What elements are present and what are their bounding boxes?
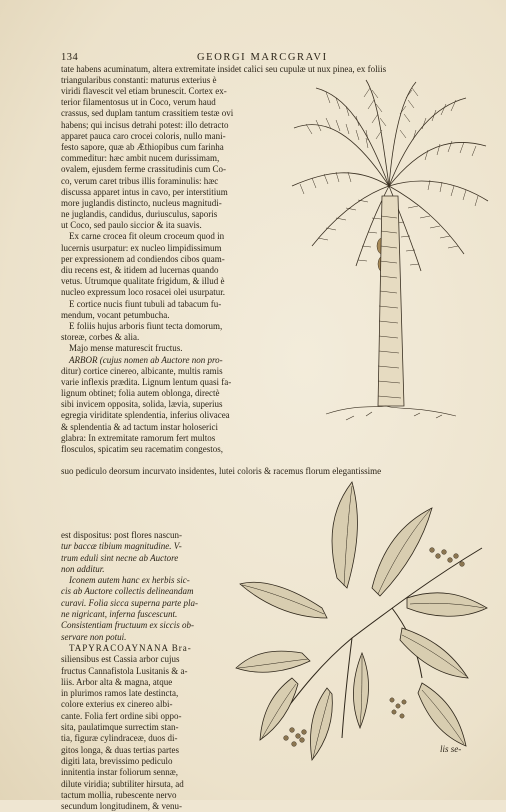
text-line: tia, figuræ cylindraceæ, duos di-: [61, 733, 178, 744]
text-line: crassus, sed duplam tantum crassitiem testæ ovi: [61, 108, 234, 119]
text-line: ARBOR (cujus nomen ab Auctore non pro-: [69, 354, 223, 365]
text-line: cante. Folia fert ordine sibi oppo-: [61, 710, 182, 721]
text-line: E foliis hujus arboris fiunt tecta domorum,: [69, 320, 223, 331]
text-line: triangularibus constanti: maturus exterius è: [61, 75, 217, 85]
text-line: lignum obtinet; folia autem oblonga, directè: [61, 388, 220, 399]
text-line: ne nigricant, inferna fuscescunt.: [61, 609, 178, 620]
text-line: E cortice nucis fiunt tubuli ad tabacum fu-: [69, 298, 222, 309]
page-number: 134: [61, 52, 79, 63]
left-column: [61, 86, 287, 455]
text-line: viridi flavescit vel etiam brunescit. Cortex ex-: [61, 86, 227, 96]
text-line: siliensibus est Cassia arbor cujus: [61, 654, 180, 665]
text-line: discussa apparet intus in cavo, per interstitium: [61, 186, 228, 197]
text-line: more juglandis distincto, nucleus magnitudi-: [61, 197, 222, 208]
text-line: co, verum caret tribus illis foraminulis: hæc: [61, 175, 219, 186]
text-line: servare non potui.: [61, 631, 127, 642]
text-line: terior filamentosus ut in Coco, verum haud: [61, 97, 216, 108]
text-line: ut Coco, sed paulo siccior & ita suavis.: [61, 220, 202, 231]
text-line: gitos longa, & duas tertias partes: [61, 744, 179, 755]
text-line: est dispositus: post flores nascun-: [61, 530, 182, 540]
text-line: Consistentiam fructuum ex siccis ob-: [61, 620, 194, 631]
text-line: per expressionem ad condiendos cibos quam-: [61, 253, 225, 264]
text-line: ditur) cortice cinereo, albicante, multis ramis: [61, 365, 223, 376]
text-line: Iconem autem hanc ex herbis sic-: [69, 575, 190, 586]
text-line: in plurimos ramos late destincta,: [61, 688, 179, 699]
text-line: apparet pauca caro crocei coloris, nullo mani-: [61, 130, 226, 141]
text-line: vetus. Utrumque qualitate frigidum, & illud è: [61, 276, 225, 287]
text-line: ne juglandis, candidus, duriusculus, saporis: [61, 209, 218, 220]
text-line: festo sapore, quæ ab Æthiopibus cum farinha: [61, 141, 224, 152]
text-line: lucernis usurpatur: ex nucleo limpidissimum: [61, 242, 222, 253]
text-line: tur baccæ tibium magnitudine. V-: [61, 541, 182, 552]
text-line: liis. Arbor alta & magna, atque: [61, 676, 173, 687]
text-line: nucleo expressum loco rosacei olei usurpatur.: [61, 287, 225, 298]
text-line: habens; qui incisus detrahi potest: illo detracto: [61, 119, 229, 130]
text-line: sibi invicem opposita, solida, lævia, superius: [61, 399, 223, 410]
text-line: Majo mense maturescit fructus.: [69, 343, 183, 354]
catchword: lis se-: [440, 744, 462, 754]
text-line: varie inflexis prædita. Lignum lentum quasi fa-: [61, 376, 232, 387]
text-line: & splendentia & ad tactum instar holoserici: [61, 421, 218, 432]
running-title: GEORGI MARCGRAVI: [197, 52, 328, 63]
text-line: trum eduli sint necne ab Auctore: [61, 552, 179, 563]
text-line: commeditur: hæc ambit nucem durissimam,: [61, 153, 220, 164]
text-line: secundum longitudinem, & venu-: [61, 801, 182, 812]
text-line: mendum, vocant petumbucha.: [61, 309, 170, 320]
text-line: digiti lata, brevissimo pediculo: [61, 755, 173, 766]
text-line: Ex carne crocea fit oleum croceum quod in: [69, 231, 225, 242]
text-line: tactum mollia, rubescente nervo: [61, 789, 177, 800]
text-line: diu recens est, & itidem ad lucernas quando: [61, 265, 219, 275]
text-line: tate habens acuminatum, altera extremitate insidet calici seu cupulæ ut nux pinea, ex foliis: [61, 64, 387, 74]
text-line: TAPYRACOAYNANA Bra-: [69, 642, 192, 653]
text-line: fructus Cannafistola Lusitanis & a-: [61, 665, 188, 676]
text-line: dilute viridia; subtiliter hirsuta, ad: [61, 778, 184, 789]
text-line: flosculos, spicatim seu racematim congestos,: [61, 444, 223, 454]
text-line: curavi. Folia sicca superna parte pla-: [61, 597, 198, 608]
text-line: innitentia instar foliorum sennæ,: [61, 767, 178, 778]
palm-tree-illustration: [286, 76, 492, 462]
text-line: ovalem, ejusdem ferme crassitudinis cum Co-: [61, 164, 226, 175]
bottom-column: [61, 530, 251, 812]
text-line: egregia viriditate splendentia, inferius olivacea: [61, 410, 230, 421]
text-line: non additur.: [61, 563, 105, 574]
text-line: cis ab Auctore collectis delineandam: [61, 586, 194, 597]
text-line: glabra: In extremitate ramorum fert multos: [61, 432, 216, 443]
text-line: colore exterius ex cinereo albi-: [61, 699, 173, 710]
wide-text-line: suo pediculo deorsum incurvato insidentes, lutei coloris & racemus florum elegantissime: [61, 466, 382, 476]
cassia-branch-illustration: [232, 478, 492, 768]
text-line: storeæ, corbes & alia.: [61, 332, 140, 343]
text-line: sita, paulatimque surrectim stan-: [61, 722, 179, 733]
